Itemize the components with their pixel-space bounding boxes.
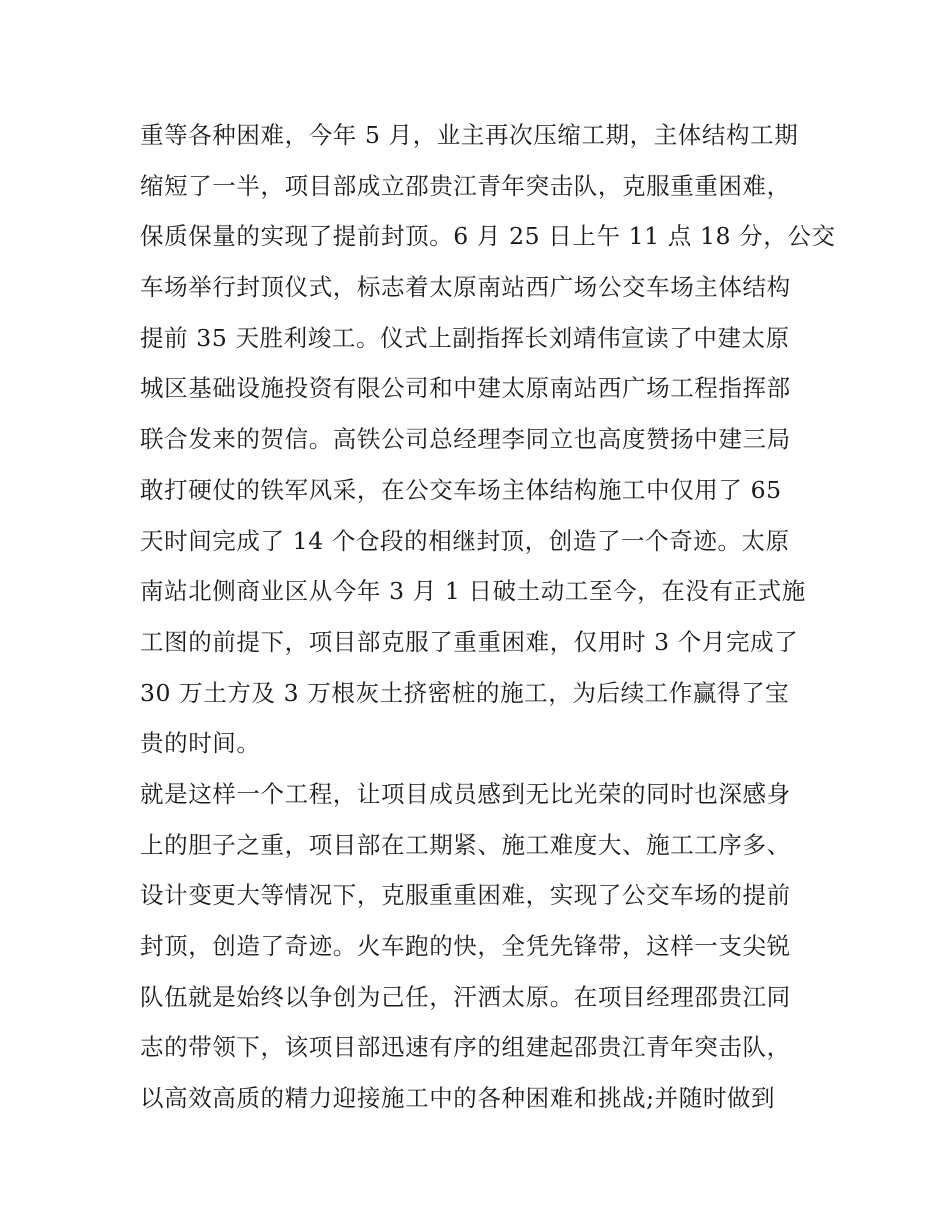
text-line: 敢打硬仗的铁军风采，在公交车场主体结构施工中仅用了 65 <box>140 475 782 504</box>
text-line: 30 万土方及 3 万根灰土挤密桩的施工，为后续工作赢得了宝 <box>140 678 790 707</box>
text-line: 上的胆子之重，项目部在工期紧、施工难度大、施工工序多、 <box>140 830 791 859</box>
text-line: 以高效高质的精力迎接施工中的各种困难和挑战;并随时做到 <box>140 1084 776 1113</box>
text-line: 工图的前提下，项目部克服了重重困难，仅用时 3 个月完成了 <box>140 627 799 656</box>
text-line: 封顶，创造了奇迹。火车跑的快，全凭先锋带，这样一支尖锐 <box>140 932 791 960</box>
text-line: 缩短了一半，项目部成立邵贵江青年突击队，克服重重困难， <box>140 171 791 200</box>
text-line: 南站北侧商业区从今年 3 月 1 日破土动工至今，在没有正式施 <box>140 577 806 606</box>
text-line: 提前 35 天胜利竣工。仪式上副指挥长刘靖伟宣读了中建太原 <box>140 323 790 352</box>
text-line: 贵的时间。 <box>140 729 261 758</box>
text-line: 设计变更大等情况下，克服重重困难，实现了公交车场的提前 <box>140 881 791 910</box>
text-line: 车场举行封顶仪式，标志着太原南站西广场公交车场主体结构 <box>140 273 791 302</box>
body-text <box>140 110 836 1124</box>
text-line: 保质保量的实现了提前封顶。6 月 25 日上午 11 点 18 分，公交 <box>140 222 836 251</box>
text-line: 城区基础设施投资有限公司和中建太原南站西广场工程指挥部 <box>140 374 791 403</box>
text-line: 天时间完成了 14 个仓段的相继封顶，创造了一个奇迹。太原 <box>140 526 790 555</box>
text-line: 联合发来的贺信。高铁公司总经理李同立也高度赞扬中建三局 <box>140 425 791 454</box>
text-line: 队伍就是始终以争创为己任，汗洒太原。在项目经理邵贵江同 <box>140 982 791 1011</box>
text-line: 重等各种困难，今年 5 月，业主再次压缩工期，主体结构工期 <box>140 121 799 149</box>
text-line: 志的带领下，该项目部迅速有序的组建起邵贵江青年突击队， <box>140 1033 791 1062</box>
text-line: 就是这样一个工程，让项目成员感到无比光荣的同时也深感身 <box>140 779 791 808</box>
